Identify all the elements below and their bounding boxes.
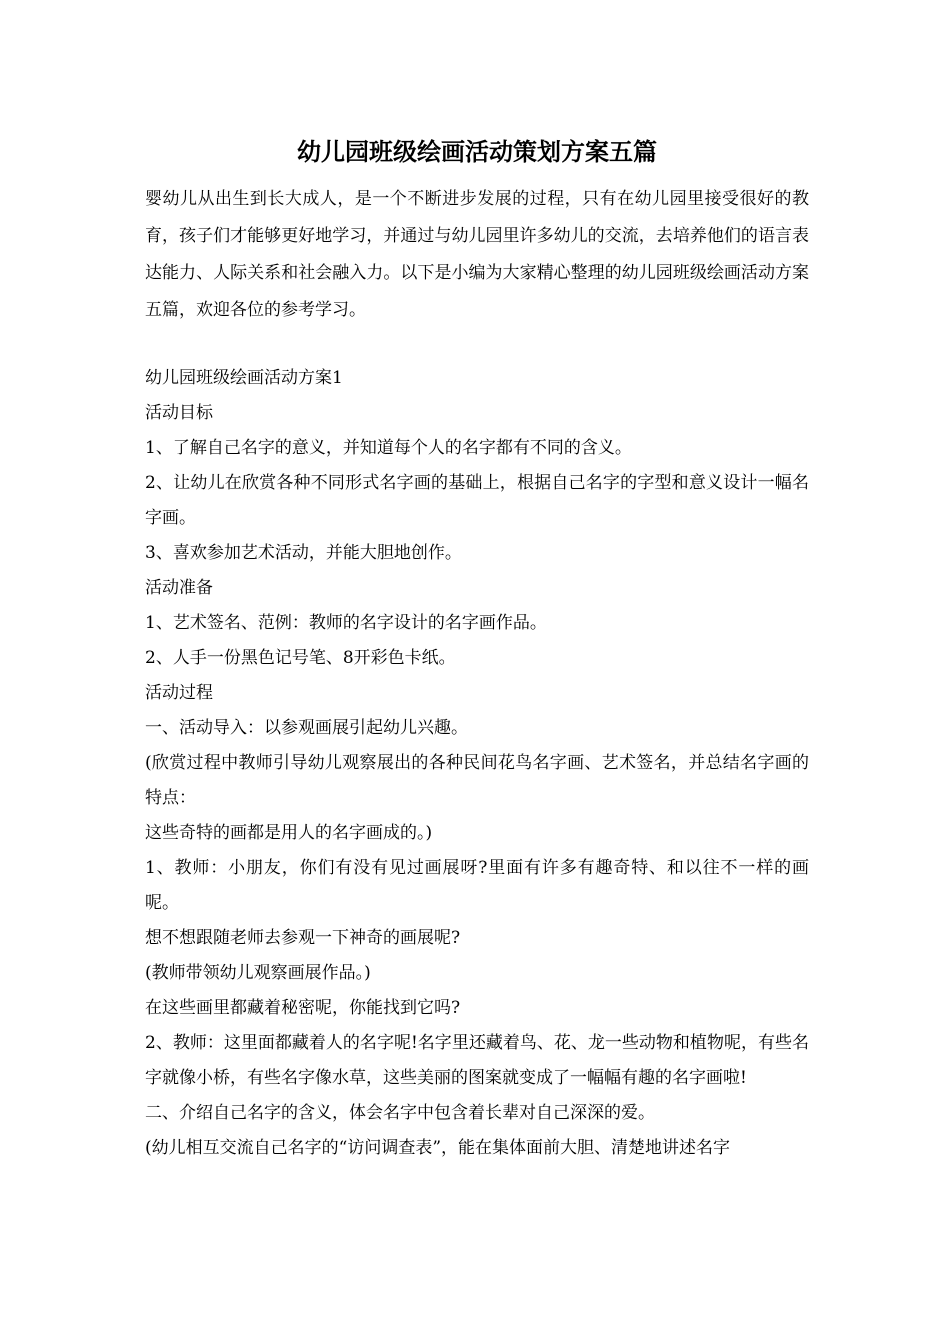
subheading-preparation: 活动准备 (145, 578, 213, 598)
preparation-item: 1、艺术签名、范例：教师的名字设计的名字画作品。 (145, 613, 547, 633)
goal-item: 2、让幼儿在欣赏各种不同形式名字画的基础上，根据自己名字的字型和意义设计一幅名字画。 (145, 473, 809, 528)
process-note: (教师带领幼儿观察画展作品。) (145, 963, 371, 983)
document-page (145, 133, 809, 1166)
subheading-goals: 活动目标 (145, 403, 213, 423)
section-spacer (145, 329, 809, 361)
process-dialogue: 想不想跟随老师去参观一下神奇的画展呢? (145, 928, 461, 948)
section-heading: 幼儿园班级绘画活动方案1 (145, 368, 343, 388)
preparation-item: 2、人手一份黑色记号笔、8开彩色卡纸。 (145, 648, 456, 668)
document-title: 幼儿园班级绘画活动策划方案五篇 (297, 137, 657, 166)
process-note: 这些奇特的画都是用人的名字画成的。) (145, 823, 433, 843)
process-note: (幼儿相互交流自己名字的“访问调查表”，能在集体面前大胆、清楚地讲述名字 (145, 1138, 731, 1158)
subheading-process: 活动过程 (145, 683, 213, 703)
goal-item: 1、了解自己名字的意义，并知道每个人的名字都有不同的含义。 (145, 438, 632, 458)
intro-paragraph: 婴幼儿从出生到长大成人，是一个不断进步发展的过程，只有在幼儿园里接受很好的教育，孩子们才能够更好地学习，并通过与幼儿园里许多幼儿的交流，去培养他们的语言表达能力、人际关系和社会融入力。以下是小编为大家精心整理的幼儿园班级绘画活动方案五篇，欢迎各位的参考学习。 (145, 189, 809, 320)
process-dialogue: 2、教师：这里面都藏着人的名字呢!名字里还藏着鸟、花、龙一些动物和植物呢，有些名字就像小桥，有些名字像水草，这些美丽的图案就变成了一幅幅有趣的名字画啦! (145, 1033, 809, 1088)
goal-item: 3、喜欢参加艺术活动，并能大胆地创作。 (145, 543, 462, 563)
process-step: 二、介绍自己名字的含义，体会名字中包含着长辈对自己深深的爱。 (145, 1103, 655, 1123)
process-dialogue: 1、教师：小朋友，你们有没有见过画展呀?里面有许多有趣奇特、和以往不一样的画呢。 (145, 858, 809, 913)
process-note: (欣赏过程中教师引导幼儿观察展出的各种民间花鸟名字画、艺术签名，并总结名字画的特点： (145, 753, 809, 808)
process-step: 一、活动导入：以参观画展引起幼儿兴趣。 (145, 718, 468, 738)
process-dialogue: 在这些画里都藏着秘密呢，你能找到它吗? (145, 998, 461, 1018)
